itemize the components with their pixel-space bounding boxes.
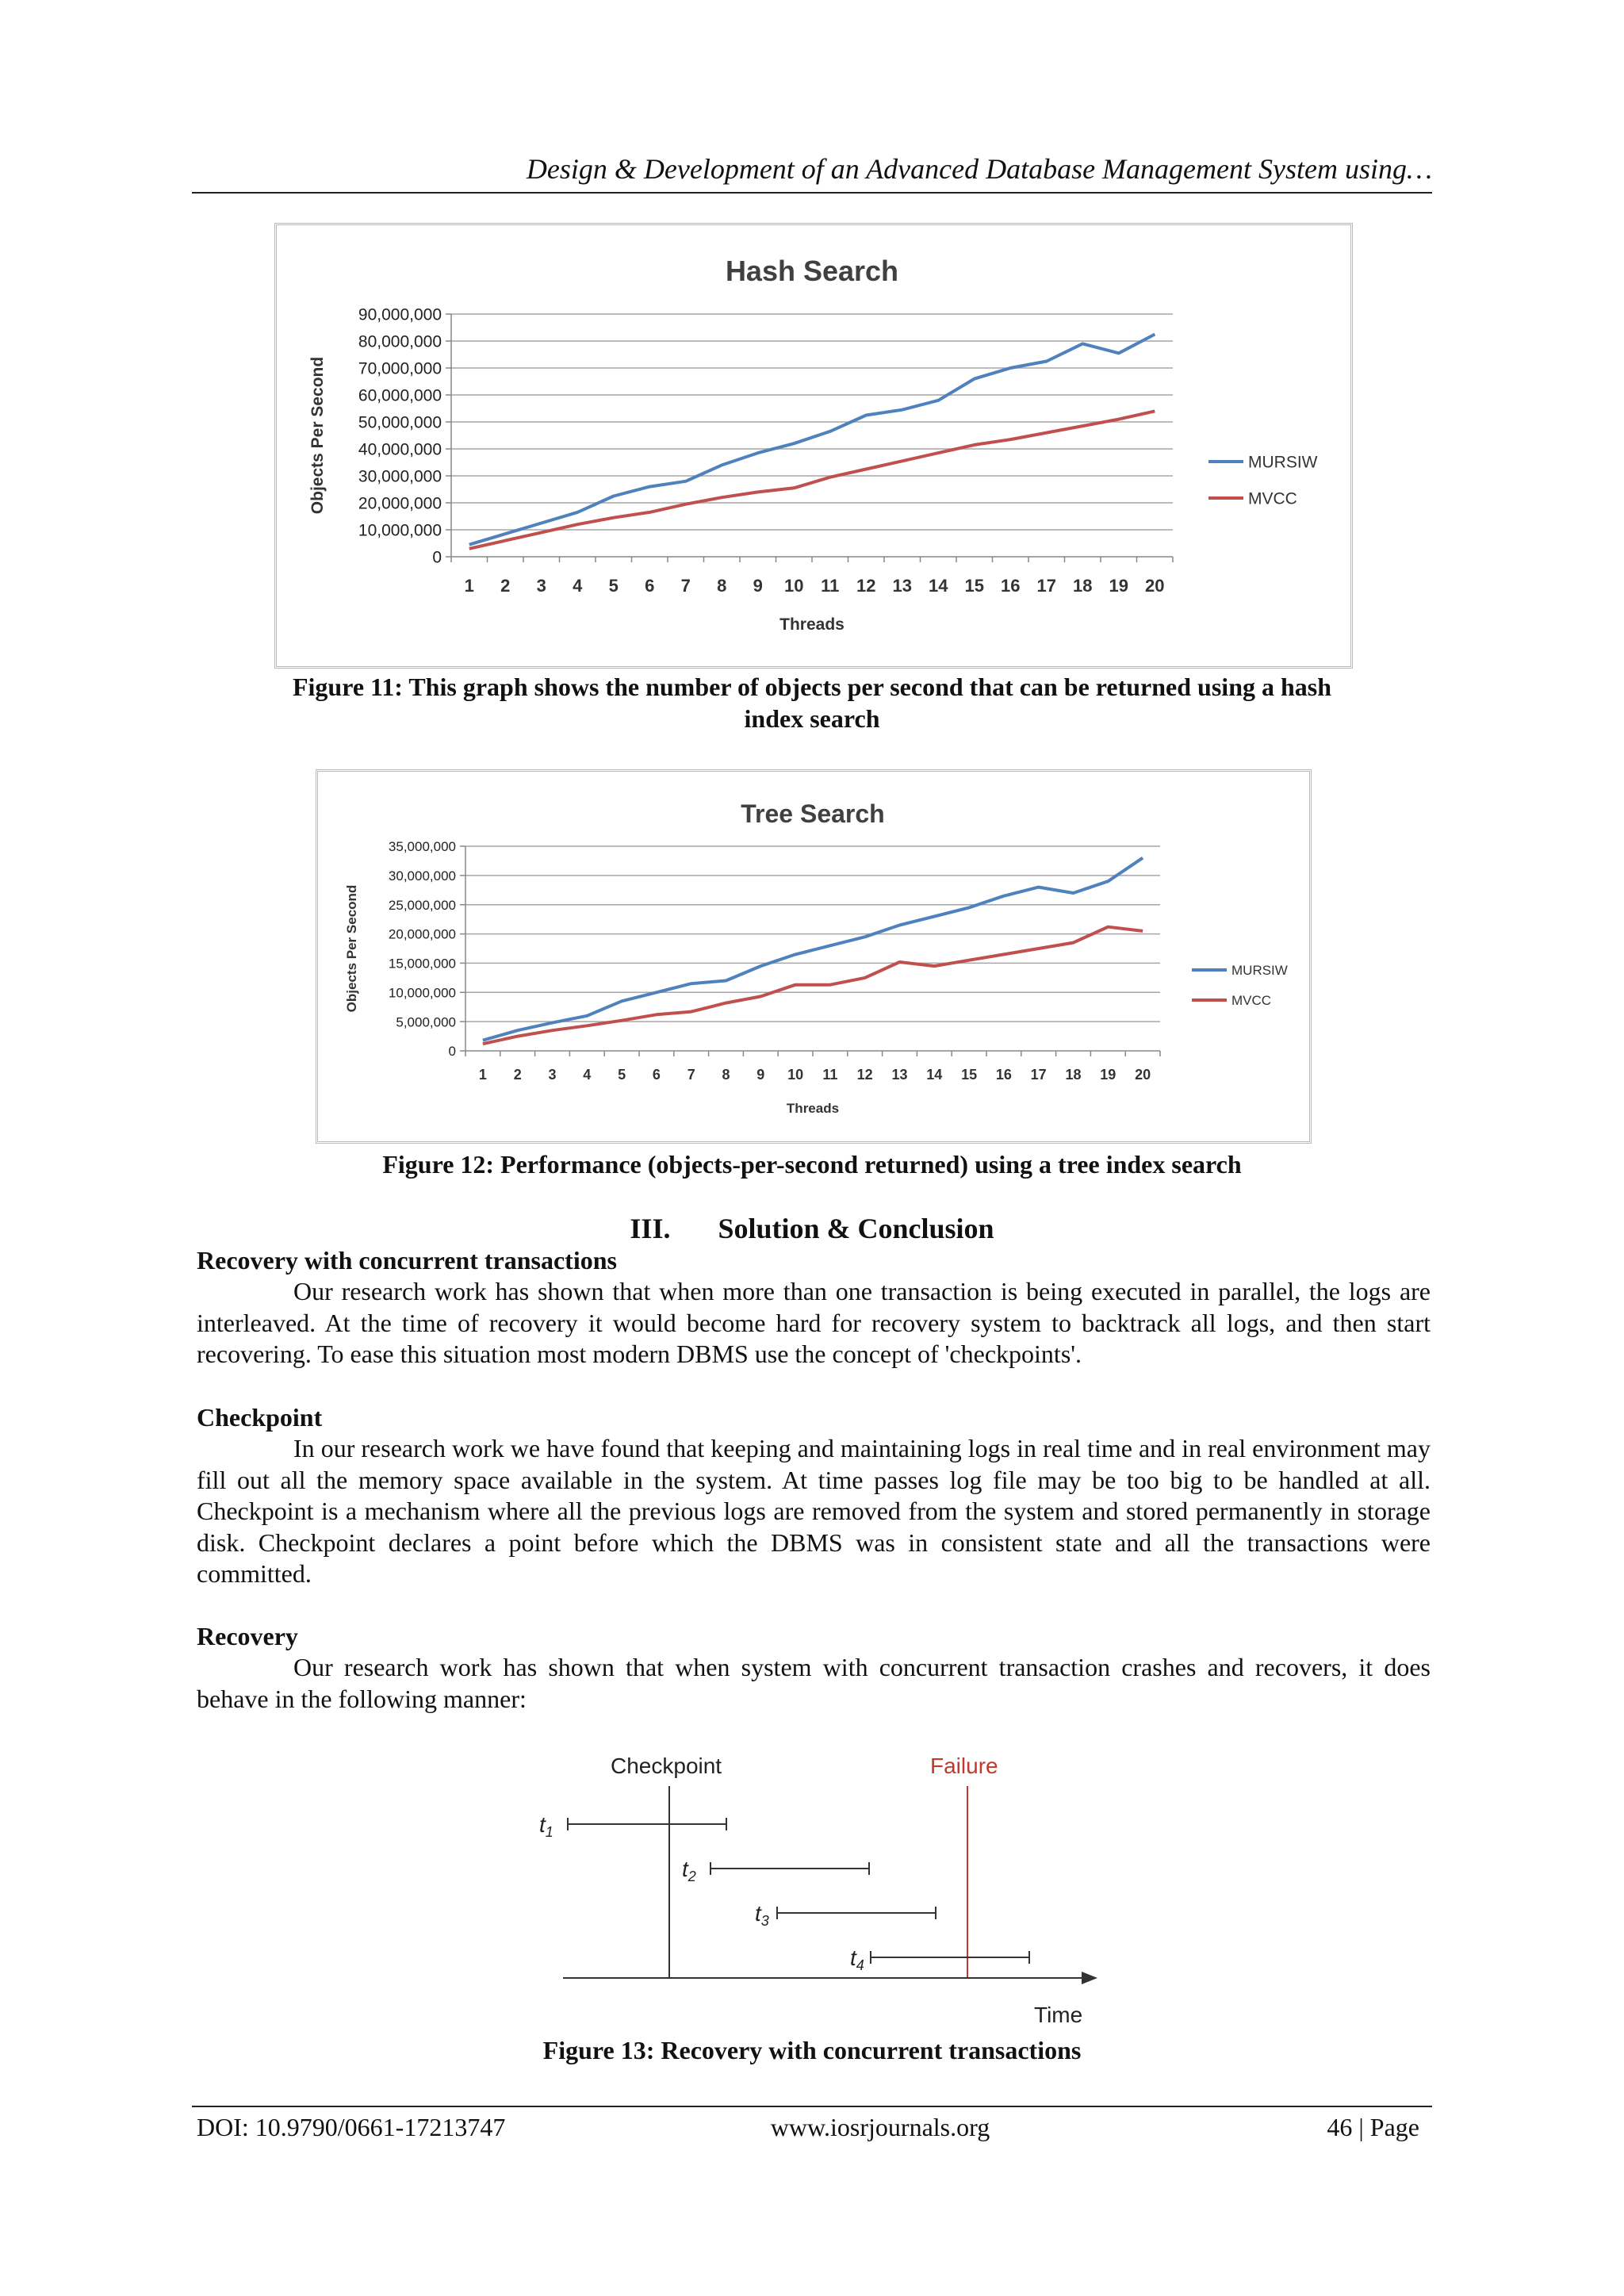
hash-series-mvcc-line <box>469 411 1155 548</box>
hash-x-tick-label: 1 <box>464 576 474 596</box>
footer-rule <box>192 2106 1432 2107</box>
tree-search-chart-frame <box>316 769 1312 1144</box>
hash-x-tick-label: 5 <box>608 576 619 596</box>
time-axis-arrow <box>1082 1972 1097 1984</box>
hash-x-tick-label: 20 <box>1145 576 1165 596</box>
failure-label: Failure <box>930 1754 998 1778</box>
tree-y-tick-label: 35,000,000 <box>388 839 456 855</box>
hash-x-tick-label: 14 <box>929 576 948 596</box>
tree-y-tick-label: 20,000,000 <box>388 926 456 942</box>
hash-y-tick-label: 50,000,000 <box>358 413 442 432</box>
tree-legend-mvcc-label: MVCC <box>1231 993 1272 1009</box>
recovery-concurrent-heading: Recovery with concurrent transactions <box>197 1246 617 1274</box>
recovery-heading: Recovery <box>197 1622 298 1650</box>
hash-y-tick-label: 70,000,000 <box>358 359 442 378</box>
hash-x-tick-label: 19 <box>1109 576 1128 596</box>
tree-x-tick-label: 19 <box>1100 1067 1116 1083</box>
checkpoint-heading: Checkpoint <box>197 1403 323 1432</box>
hash-x-tick-label: 18 <box>1073 576 1093 596</box>
tree-series-mvcc-line <box>483 927 1143 1045</box>
hash-y-tick-label: 80,000,000 <box>358 332 442 351</box>
hash-x-tick-label: 7 <box>680 576 691 596</box>
tree-x-tick-label: 13 <box>891 1067 908 1083</box>
hash-x-tick-label: 6 <box>645 576 655 596</box>
hash-y-tick-label: 30,000,000 <box>358 467 442 486</box>
t3-label: $t_3$ <box>755 1901 769 1929</box>
figure-12-caption: Figure 12: Performance (objects-per-second returned) using a tree index search <box>382 1150 1242 1179</box>
section-title: Solution & Conclusion <box>718 1213 994 1244</box>
tree-x-tick-label: 15 <box>961 1067 978 1083</box>
tree-x-tick-label: 6 <box>652 1067 661 1083</box>
time-label: Time <box>1034 2003 1083 2027</box>
recovery-concurrent-text: Our research work has shown that when more than one transaction is being executed in parallel, the logs are interleaved. At the time of recovery it would become hard for recovery system to backtrack all logs, and then start recovering. To ease this situation most modern DBMS use the concept of 'checkpoints'. <box>197 1277 1431 1368</box>
tree-x-tick-label: 3 <box>548 1067 557 1083</box>
hash-x-tick-label: 13 <box>892 576 912 596</box>
tree-x-tick-label: 8 <box>722 1067 730 1083</box>
tree-x-tick-label: 20 <box>1135 1067 1151 1083</box>
hash-search-chart-frame <box>274 223 1353 669</box>
hash-series-mursiw-line <box>469 335 1155 545</box>
tree-y-tick-label: 25,000,000 <box>388 897 456 913</box>
tree-y-tick-label: 30,000,000 <box>388 868 456 884</box>
hash-x-tick-label: 16 <box>1001 576 1021 596</box>
hash-legend-mursiw-label: MURSIW <box>1248 453 1318 472</box>
footer-website: www.iosrjournals.org <box>770 2113 990 2141</box>
tree-x-tick-label: 7 <box>687 1067 695 1083</box>
tree-x-tick-label: 2 <box>513 1067 522 1083</box>
hash-x-tick-label: 4 <box>573 576 583 596</box>
tree-x-tick-label: 11 <box>822 1067 838 1083</box>
section-heading <box>192 1209 1432 1248</box>
recovery-text: Our research work has shown that when system with concurrent transaction crashes and recovers, it does behave in the following manner: <box>197 1653 1431 1713</box>
checkpoint-text: In our research work we have found that keeping and maintaining logs in real time and in real environment may fill out all the memory space available in the system. At time passes log file may be too big to be handled at all. Checkpoint is a mechanism where all the previous logs are removed from the system and stored permanently in storage disk. Checkpoint declares a point before which the DBMS was in consistent state and all the transactions were committed. <box>197 1434 1431 1588</box>
hash-x-tick-label: 15 <box>964 576 984 596</box>
hash-x-tick-label: 2 <box>500 576 511 596</box>
tree-x-tick-label: 4 <box>583 1067 592 1083</box>
tree-x-tick-label: 12 <box>856 1067 873 1083</box>
figure-13-caption: Figure 13: Recovery with concurrent transactions <box>542 2036 1082 2064</box>
recovery-concurrent-paragraph <box>197 1276 1431 1370</box>
recovery-timeline-diagram <box>523 1737 1126 2038</box>
hash-x-tick-label: 10 <box>784 576 804 596</box>
tree-x-tick-label: 14 <box>926 1067 943 1083</box>
hash-x-axis-label: Threads <box>779 615 845 634</box>
running-title: Design & Development of an Advanced Database Management System using… <box>526 153 1432 185</box>
hash-y-tick-label: 0 <box>432 548 442 567</box>
recovery-paragraph <box>197 1652 1431 1715</box>
tree-x-tick-label: 10 <box>787 1067 804 1083</box>
tree-y-tick-label: 10,000,000 <box>388 985 456 1001</box>
hash-y-tick-label: 90,000,000 <box>358 305 442 324</box>
figure-11-caption: Figure 11: This graph shows the number of objects per second that can be returned using a hash index search <box>292 673 1332 733</box>
tree-y-tick-label: 5,000,000 <box>396 1014 456 1030</box>
hash-x-tick-label: 11 <box>821 576 840 596</box>
footer-doi: DOI: 10.9790/0661-17213747 <box>197 2113 506 2141</box>
hash-y-tick-label: 10,000,000 <box>358 521 442 540</box>
tree-x-tick-label: 1 <box>478 1067 487 1083</box>
tree-y-axis-label: Objects Per Second <box>344 884 359 1013</box>
hash-chart-title: Hash Search <box>725 255 899 287</box>
tree-x-tick-label: 5 <box>618 1067 626 1083</box>
hash-y-tick-label: 60,000,000 <box>358 386 442 405</box>
footer-page: 46 | Page <box>1327 2113 1419 2141</box>
tree-search-chart <box>318 772 1309 1141</box>
t1-label: $t_1$ <box>539 1812 553 1840</box>
section-number: III. <box>630 1213 671 1244</box>
hash-x-tick-label: 3 <box>536 576 546 596</box>
t4-label: $t_4$ <box>850 1945 864 1973</box>
header-rule <box>192 192 1432 194</box>
tree-y-tick-label: 15,000,000 <box>388 956 456 972</box>
tree-x-tick-label: 18 <box>1065 1067 1082 1083</box>
hash-x-tick-label: 12 <box>856 576 876 596</box>
hash-x-tick-label: 8 <box>717 576 727 596</box>
tree-x-axis-label: Threads <box>786 1101 840 1116</box>
tree-legend-mursiw-label: MURSIW <box>1231 963 1288 979</box>
hash-x-tick-label: 9 <box>753 576 763 596</box>
hash-y-tick-label: 40,000,000 <box>358 440 442 459</box>
hash-legend-mvcc-label: MVCC <box>1248 489 1297 508</box>
tree-chart-title: Tree Search <box>741 799 885 828</box>
t2-label: $t_2$ <box>682 1857 696 1884</box>
checkpoint-paragraph <box>197 1433 1431 1590</box>
hash-y-axis-label: Objects Per Second <box>308 356 327 515</box>
tree-x-tick-label: 9 <box>756 1067 765 1083</box>
hash-y-tick-label: 20,000,000 <box>358 494 442 513</box>
tree-x-tick-label: 16 <box>995 1067 1012 1083</box>
hash-search-chart <box>277 225 1350 666</box>
tree-y-tick-label: 0 <box>448 1044 456 1060</box>
checkpoint-label: Checkpoint <box>611 1754 722 1778</box>
hash-x-tick-label: 17 <box>1036 576 1056 596</box>
tree-x-tick-label: 17 <box>1030 1067 1047 1083</box>
